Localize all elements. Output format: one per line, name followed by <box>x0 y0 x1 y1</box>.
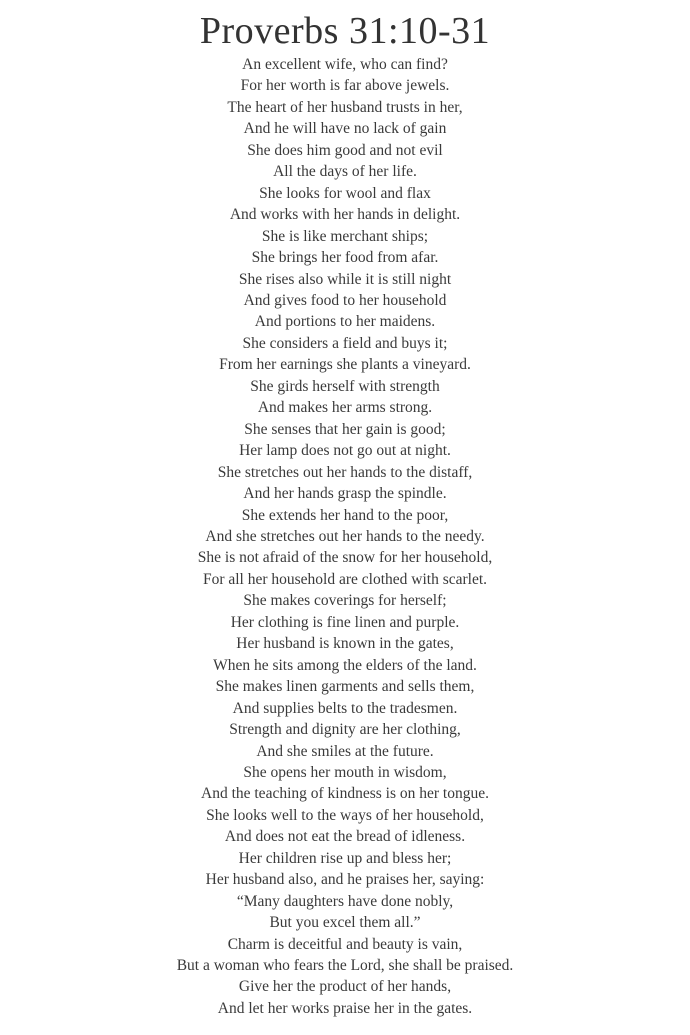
verse-line: An excellent wife, who can find? <box>242 56 448 73</box>
verse-line: Her clothing is fine linen and purple. <box>230 613 460 631</box>
verse-line: Give her the product of her hands, <box>238 978 452 996</box>
verse-line: Her husband also, and he praises her, saying: <box>205 871 485 889</box>
verse-line: But a woman who fears the Lord, she shall be praised. <box>176 957 514 975</box>
verse-line: She makes coverings for herself; <box>243 592 447 610</box>
verse-line: She looks well to the ways of her household, <box>206 806 484 824</box>
verse-line: She brings her food from afar. <box>251 249 439 267</box>
verse-line: And does not eat the bread of idleness. <box>224 828 466 846</box>
verse-line: For all her household are clothed with scarlet. <box>202 570 488 588</box>
verse-line: And makes her arms strong. <box>257 399 433 417</box>
verse-list <box>0 54 690 1019</box>
verse-line: She makes linen garments and sells them, <box>215 678 475 696</box>
verse-line: Strength and dignity are her clothing, <box>229 721 461 739</box>
verse-line: And he will have no lack of gain <box>243 120 447 138</box>
verse-line: She is like merchant ships; <box>261 227 429 245</box>
verse-line: She opens her mouth in wisdom, <box>243 763 447 781</box>
verse-line: She looks for wool and flax <box>259 184 431 202</box>
verse-line: When he sits among the elders of the land. <box>213 656 477 674</box>
verse-line: Charm is deceitful and beauty is vain, <box>227 935 463 953</box>
verse-line: Her lamp does not go out at night. <box>239 442 451 460</box>
verse-line: All the days of her life. <box>273 163 417 181</box>
verse-line: Her husband is known in the gates, <box>236 635 454 653</box>
verse-line: From her earnings she plants a vineyard. <box>219 356 471 374</box>
verse-line: And the teaching of kindness is on her tongue. <box>201 785 489 803</box>
verse-line: Her children rise up and bless her; <box>238 849 452 867</box>
verse-line: She extends her hand to the poor, <box>241 506 449 524</box>
verse-line: She rises also while it is still night <box>238 270 452 288</box>
verse-line: She senses that her gain is good; <box>244 420 446 438</box>
verse-line: But you excel them all.” <box>269 914 421 932</box>
verse-line: And works with her hands in delight. <box>229 206 461 224</box>
verse-line: She is not afraid of the snow for her household, <box>197 549 493 567</box>
verse-line: She stretches out her hands to the distaff, <box>217 463 473 481</box>
verse-line: She considers a field and buys it; <box>242 334 448 352</box>
verse-line: And supplies belts to the tradesmen. <box>232 699 458 717</box>
verse-line: And portions to her maidens. <box>254 313 436 331</box>
verse-line: And let her works praise her in the gates. <box>217 999 473 1017</box>
verse-line: For her worth is far above jewels. <box>240 77 450 95</box>
verse-line: And she stretches out her hands to the needy. <box>205 527 485 545</box>
verse-line: “Many daughters have done nobly, <box>236 892 454 910</box>
verse-line: And gives food to her household <box>243 291 447 309</box>
verse-line: And she smiles at the future. <box>256 742 434 760</box>
verse-line: And her hands grasp the spindle. <box>243 485 447 503</box>
page-title: Proverbs 31:10-31 <box>199 10 491 52</box>
verse-line: She does him good and not evil <box>247 141 443 159</box>
verse-line: She girds herself with strength <box>250 377 440 395</box>
verse-line: The heart of her husband trusts in her, <box>227 98 463 116</box>
